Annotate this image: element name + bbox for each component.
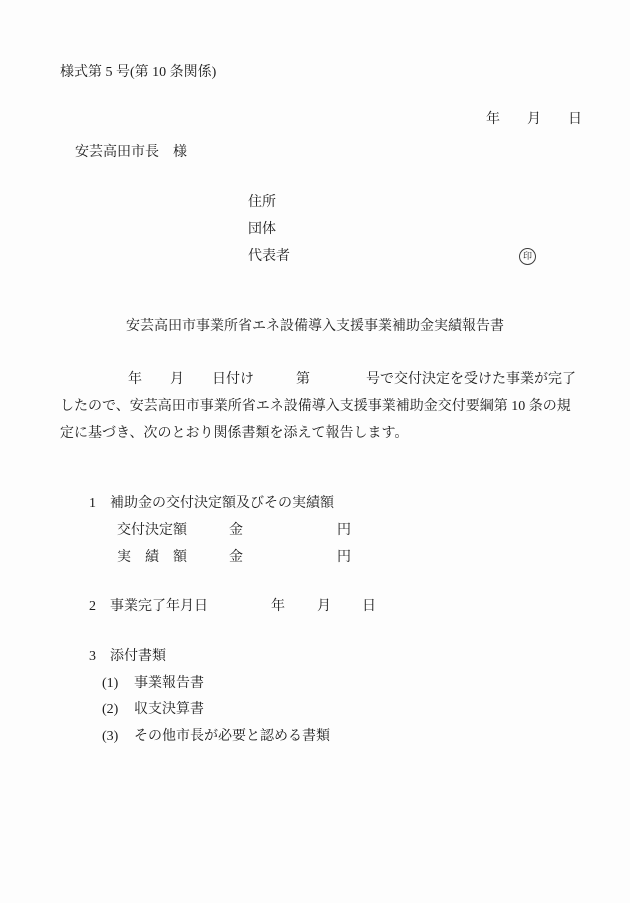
seal-character: 印	[522, 251, 532, 261]
section-2-heading: 事業完了年月日	[110, 599, 208, 614]
seal-mark	[519, 248, 536, 265]
representative-label: 代表者	[248, 249, 290, 264]
section-1-number: 1	[89, 496, 96, 511]
section-3-heading: 添付書類	[110, 649, 166, 664]
header-date-line	[472, 90, 582, 150]
addressee: 安芸高田市長 様	[75, 145, 187, 160]
attachment-item-3-text: その他市長が必要と認める書類	[134, 729, 330, 744]
address-label: 住所	[248, 195, 276, 210]
decided-amount-label: 交付決定額	[117, 523, 187, 538]
attachment-item-1-text: 事業報告書	[134, 676, 204, 691]
body-line-3: 定に基づき、次のとおり関係書類を添えて報告します。	[60, 426, 409, 441]
attachment-item-2-text: 収支決算書	[134, 702, 204, 717]
section-1-heading: 補助金の交付決定額及びその実績額	[110, 496, 334, 511]
attachment-item-1-number: (1)	[102, 676, 119, 691]
completion-date-month: 月	[317, 599, 331, 614]
body-line-2: したので、安芸高田市事業所省エネ設備導入支援事業補助金交付要綱第 10 条の規	[60, 399, 571, 414]
decided-amount-unit: 円	[337, 523, 351, 538]
actual-amount-unit: 円	[337, 550, 351, 565]
actual-amount-currency: 金	[229, 550, 243, 565]
decided-amount-currency: 金	[229, 523, 243, 538]
header-date-month: 月	[527, 112, 541, 127]
attachment-item-3	[88, 707, 330, 767]
section-3-number: 3	[89, 649, 96, 664]
header-date-year: 年	[486, 112, 500, 127]
completion-date-day: 日	[362, 599, 376, 614]
actual-amount-label: 実 績 額	[117, 550, 187, 565]
form-number: 様式第 5 号(第 10 条関係)	[60, 65, 217, 80]
attachment-item-2-number: (2)	[102, 702, 119, 717]
section-2-number: 2	[89, 599, 96, 614]
header-date-day: 日	[568, 112, 582, 127]
body-line-1: 年 月 日付け 第 号で交付決定を受けた事業が完了	[128, 372, 576, 387]
attachment-item-3-number: (3)	[102, 729, 119, 744]
organization-label: 団体	[248, 222, 276, 237]
completion-date-year: 年	[271, 599, 285, 614]
document-title: 安芸高田市事業所省エネ設備導入支援事業補助金実績報告書	[126, 319, 504, 334]
